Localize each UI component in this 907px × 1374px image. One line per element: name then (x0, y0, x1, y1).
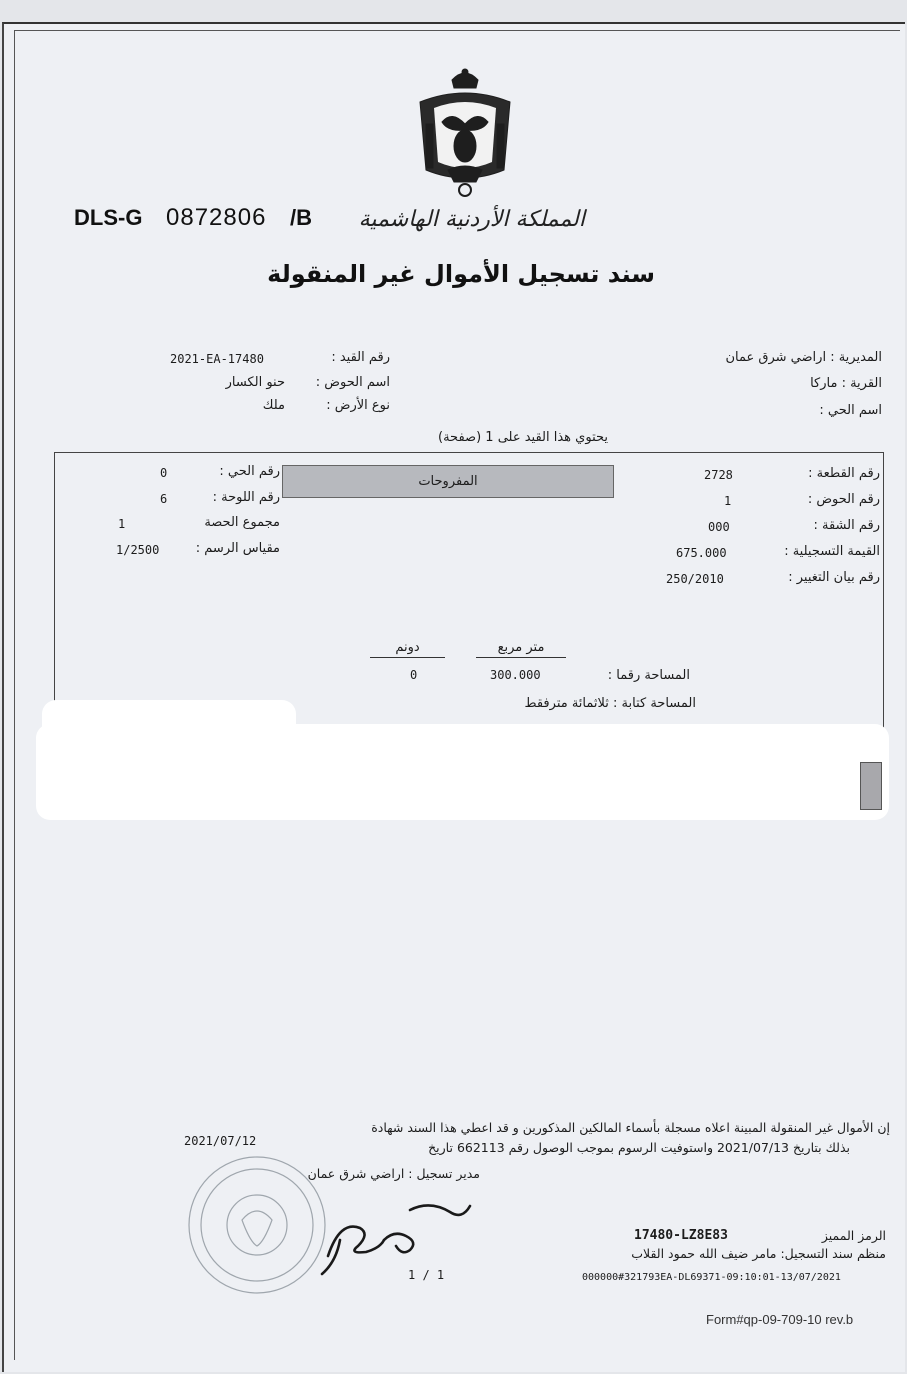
area-sqm-value: 300.000 (490, 668, 541, 682)
registry-no-label: رقم القيد : (331, 350, 390, 365)
code-value: 17480-LZ8E83 (634, 1228, 728, 1243)
signature (300, 1170, 480, 1280)
scan-edge-mark (860, 762, 882, 810)
board-no-label: رقم اللوحة : (212, 490, 280, 505)
serial-number: 0872806 (166, 204, 267, 231)
plot-no-label: رقم القطعة : (808, 466, 880, 481)
highlight-bar (282, 465, 614, 498)
board-no-value: 6 (160, 492, 168, 506)
redaction-block (36, 724, 889, 820)
village: القرية : ماركا (810, 376, 882, 391)
coat-of-arms-emblem (412, 66, 518, 200)
change-no-value: 250/2010 (666, 572, 724, 586)
form-code: Form#qp-09-709-10 rev.b (706, 1312, 854, 1327)
area-number-label: المساحة رقما : (607, 668, 690, 683)
page-number: 1 / 1 (408, 1268, 445, 1282)
district-no-value: 0 (160, 466, 168, 480)
sqm-header: متر مربع (476, 640, 566, 658)
directorate: المديرية : اراضي شرق عمان (725, 350, 882, 365)
area-text: المساحة كتابة : ثلاثمائة مترفقط (524, 696, 696, 711)
code-label: الرمز المميز (821, 1228, 886, 1243)
tracking-code: 000000#321793EA-DL69371-09:10:01-13/07/2021 (582, 1272, 841, 1283)
scale-value: 1/2500 (116, 543, 160, 557)
land-type-label: نوع الأرض : (326, 398, 390, 413)
area-dunum-value: 0 (410, 668, 418, 682)
reg-value-value: 675.000 (676, 546, 727, 560)
highlight-bar-label: المفروحات (418, 474, 478, 489)
registry-no-value: 2021-EA-17480 (170, 352, 264, 366)
director-line: مدير تسجيل : اراضي شرق عمان (307, 1166, 480, 1181)
certify-date: 2021/07/12 (184, 1134, 257, 1148)
apt-no-label: رقم الشقة : (813, 518, 880, 533)
basin-no-label: رقم الحوض : (807, 492, 880, 507)
basin-value: حنو الكسار (225, 375, 285, 390)
apt-no-value: 000 (708, 520, 730, 534)
shares-value: 1 (118, 517, 126, 531)
basin-no-value: 1 (724, 494, 732, 508)
organizer-line: منظم سند التسجيل: مامر ضيف الله حمود القلاب (631, 1246, 886, 1261)
district-name: اسم الحي : (819, 403, 882, 418)
basin-label: اسم الحوض : (315, 375, 390, 390)
kingdom-name: المملكة الأردنية الهاشمية (358, 207, 585, 232)
document-title: سند تسجيل الأموال غير المنقولة (267, 260, 655, 288)
certify-line-1: إن الأموال غير المنقولة المبينة اعلاه مسجلة بأسماء المالكين المذكورين و قد اعطي هذا السند شهادة (371, 1120, 890, 1135)
dunum-header: دونم (370, 640, 445, 658)
change-no-label: رقم بيان التغيير : (788, 570, 880, 585)
page-count-note: يحتوي هذا القيد على 1 (صفحة) (438, 430, 608, 445)
reg-value-label: القيمة التسجيلية : (784, 544, 880, 559)
shares-label: مجموع الحصة (204, 515, 280, 530)
serial-suffix: /B (290, 205, 312, 230)
district-no-label: رقم الحي : (219, 464, 280, 479)
certify-line-2: بذلك بتاريخ 2021/07/13 واستوفيت الرسوم بموجب الوصول رقم 662113 تاريخ (428, 1140, 850, 1155)
land-type-value: ملك (262, 398, 285, 413)
serial-prefix: DLS-G (74, 205, 143, 230)
plot-no-value: 2728 (704, 468, 733, 482)
scale-label: مقياس الرسم : (195, 541, 280, 556)
